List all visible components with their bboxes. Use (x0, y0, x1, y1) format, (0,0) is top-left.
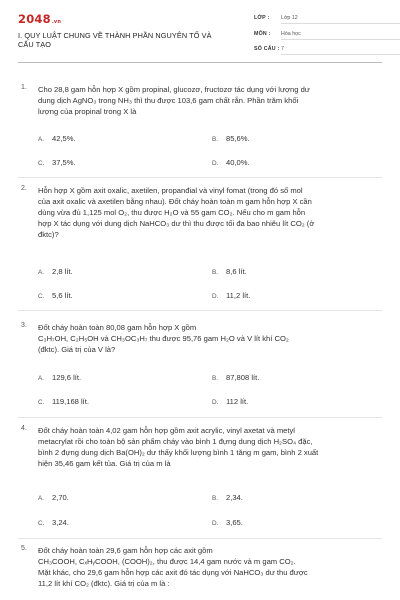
question-line: lượng của propinal trong X là (38, 107, 137, 116)
logo-suffix: .vn (51, 19, 62, 25)
question-text (38, 84, 383, 117)
option-letter: D. (212, 399, 219, 406)
option-letter: B. (212, 375, 219, 382)
option-c[interactable] (38, 397, 89, 406)
option-letter: C. (38, 399, 45, 406)
option-text: 8,6 lít. (226, 267, 247, 276)
option-b[interactable] (212, 134, 250, 143)
option-letter: A. (38, 269, 45, 276)
option-d[interactable] (212, 291, 250, 300)
option-letter: A. (38, 136, 45, 143)
grade-row (254, 15, 298, 21)
option-text: 5,6 lít. (52, 291, 73, 300)
option-c[interactable] (38, 518, 69, 527)
option-b[interactable] (212, 267, 247, 276)
page-title: I. QUY LUẬT CHUNG VỀ THÀNH PHẦN NGUYÊN TỐ VÀ CẤU TẠO (18, 31, 212, 49)
question-count-row (254, 46, 284, 52)
option-c[interactable] (38, 158, 76, 167)
site-logo[interactable] (18, 12, 61, 26)
option-text: 112 lít. (226, 397, 249, 406)
option-letter: B. (212, 136, 219, 143)
subject-label: MÔN : (254, 31, 271, 37)
question-number: 3. (21, 322, 27, 329)
divider (281, 54, 400, 55)
option-a[interactable] (38, 267, 73, 276)
option-letter: A. (38, 375, 45, 382)
question-line: Đốt cháy hoàn toàn 80,08 gam hỗn hợp X gồm (38, 323, 197, 332)
option-b[interactable] (212, 493, 243, 502)
option-letter: C. (38, 293, 45, 300)
question-text (38, 425, 383, 469)
option-b[interactable] (212, 373, 259, 382)
question-text (38, 545, 383, 589)
question-line: đktc)? (38, 230, 59, 239)
question-count-label: SỐ CÂU : (254, 46, 280, 52)
divider (281, 23, 400, 24)
option-text: 2,34. (226, 493, 243, 502)
question-divider (18, 310, 382, 311)
question-line: dùng vừa đủ 1,125 mol O₂, thu được H₂O và 55 gam CO₂. Nếu cho m gam hỗn (38, 208, 306, 217)
question-line: 11,2 lít khí CO₂ (đktc). Giá trị của m là : (38, 579, 170, 588)
option-text: 3,65. (226, 518, 243, 527)
option-letter: C. (38, 520, 45, 527)
question-line: dung dịch AgNO₃ trong NH₃ thì thu được 103,6 gam chất rắn. Phần trăm khối (38, 96, 299, 105)
question-line: CH₃COOH, CₓHᵧCOOH, (COOH)₂, thu được 14,4 gam nước và m gam CO₂. (38, 557, 296, 566)
grade-value: Lớp 12 (281, 15, 298, 21)
option-text: 119,168 lít. (52, 397, 90, 406)
question-line: (đktc). Giá trị của V là? (38, 345, 116, 354)
question-text (38, 322, 383, 355)
option-d[interactable] (212, 158, 250, 167)
question-divider (18, 417, 382, 418)
option-letter: B. (212, 269, 219, 276)
question-line: hiện 35,46 gam kết tủa. Giá trị của m là (38, 459, 171, 468)
question-text (38, 185, 383, 240)
grade-label: LỚP : (254, 15, 270, 21)
option-d[interactable] (212, 397, 248, 406)
question-line: bình 2 đựng dung dịch Ba(OH)₂ dư thấy khối lượng bình 1 tăng m gam, bình 2 xuất (38, 448, 319, 457)
option-text: 2,8 lít. (52, 267, 73, 276)
question-number: 4. (21, 425, 27, 432)
option-a[interactable] (38, 134, 76, 143)
option-c[interactable] (38, 291, 73, 300)
option-text: 42,5%. (52, 134, 76, 143)
subject-value: Hóa học (281, 31, 301, 37)
question-line: hợp X tác dụng với dung dịch NaHCO₃ dư thì thu được tối đa bao nhiêu lít CO₂ (ở (38, 219, 315, 228)
option-text: 2,70. (52, 493, 69, 502)
option-a[interactable] (38, 493, 69, 502)
option-letter: D. (212, 160, 219, 167)
question-line: C₃H₇OH, C₂H₅OH và CH₃OC₃H₇ thu được 95,76 gam H₂O và V lít khí CO₂ (38, 334, 289, 343)
question-number: 1. (21, 84, 27, 91)
option-text: 3,24. (52, 518, 69, 527)
option-d[interactable] (212, 518, 243, 527)
question-line: Mặt khác, cho 29,6 gam hỗn hợp các axit đó tác dụng với NaHCO₃ dư thu được (38, 568, 308, 577)
header-divider (18, 62, 382, 63)
question-line: Cho 28,8 gam hỗn hợp X gồm propinal, glucozơ, fructozơ tác dụng với lượng dư (38, 85, 310, 94)
option-text: 129,6 lít. (52, 373, 82, 382)
option-text: 40,0%. (226, 158, 250, 167)
question-line: của axit oxalic và axetilen bằng nhau). Đốt cháy hoàn toàn m gam hỗn hợp X cần (38, 197, 312, 206)
subject-row (254, 31, 301, 37)
question-line: Đốt cháy hoàn toàn 4,02 gam hỗn hợp gồm axit acrylic, vinyl axetat và metyl (38, 426, 295, 435)
option-letter: D. (212, 520, 219, 527)
question-number: 5. (21, 545, 27, 552)
divider (281, 39, 400, 40)
option-text: 87,808 lít. (226, 373, 260, 382)
question-divider (18, 177, 382, 178)
option-letter: A. (38, 495, 45, 502)
option-letter: B. (212, 495, 219, 502)
question-line: Đốt cháy hoàn toàn 29,6 gam hỗn hợp các axit gồm (38, 546, 213, 555)
option-text: 37,5%. (52, 158, 76, 167)
question-line: Hỗn hợp X gồm axit oxalic, axetilen, propanđial và vinyl fomat (trong đó số mol (38, 186, 303, 195)
option-letter: C. (38, 160, 45, 167)
option-text: 11,2 lít. (226, 291, 251, 300)
question-divider (18, 538, 382, 539)
option-a[interactable] (38, 373, 81, 382)
option-text: 85,6%. (226, 134, 250, 143)
page-header (0, 0, 400, 62)
question-number: 2. (21, 185, 27, 192)
logo-text: 2048 (18, 12, 51, 26)
option-letter: D. (212, 293, 219, 300)
question-line: metacrylat rồi cho toàn bộ sản phẩm cháy vào bình 1 đựng dung dịch H₂SO₄ đặc, (38, 437, 313, 446)
question-count-value: 7 (281, 46, 284, 52)
